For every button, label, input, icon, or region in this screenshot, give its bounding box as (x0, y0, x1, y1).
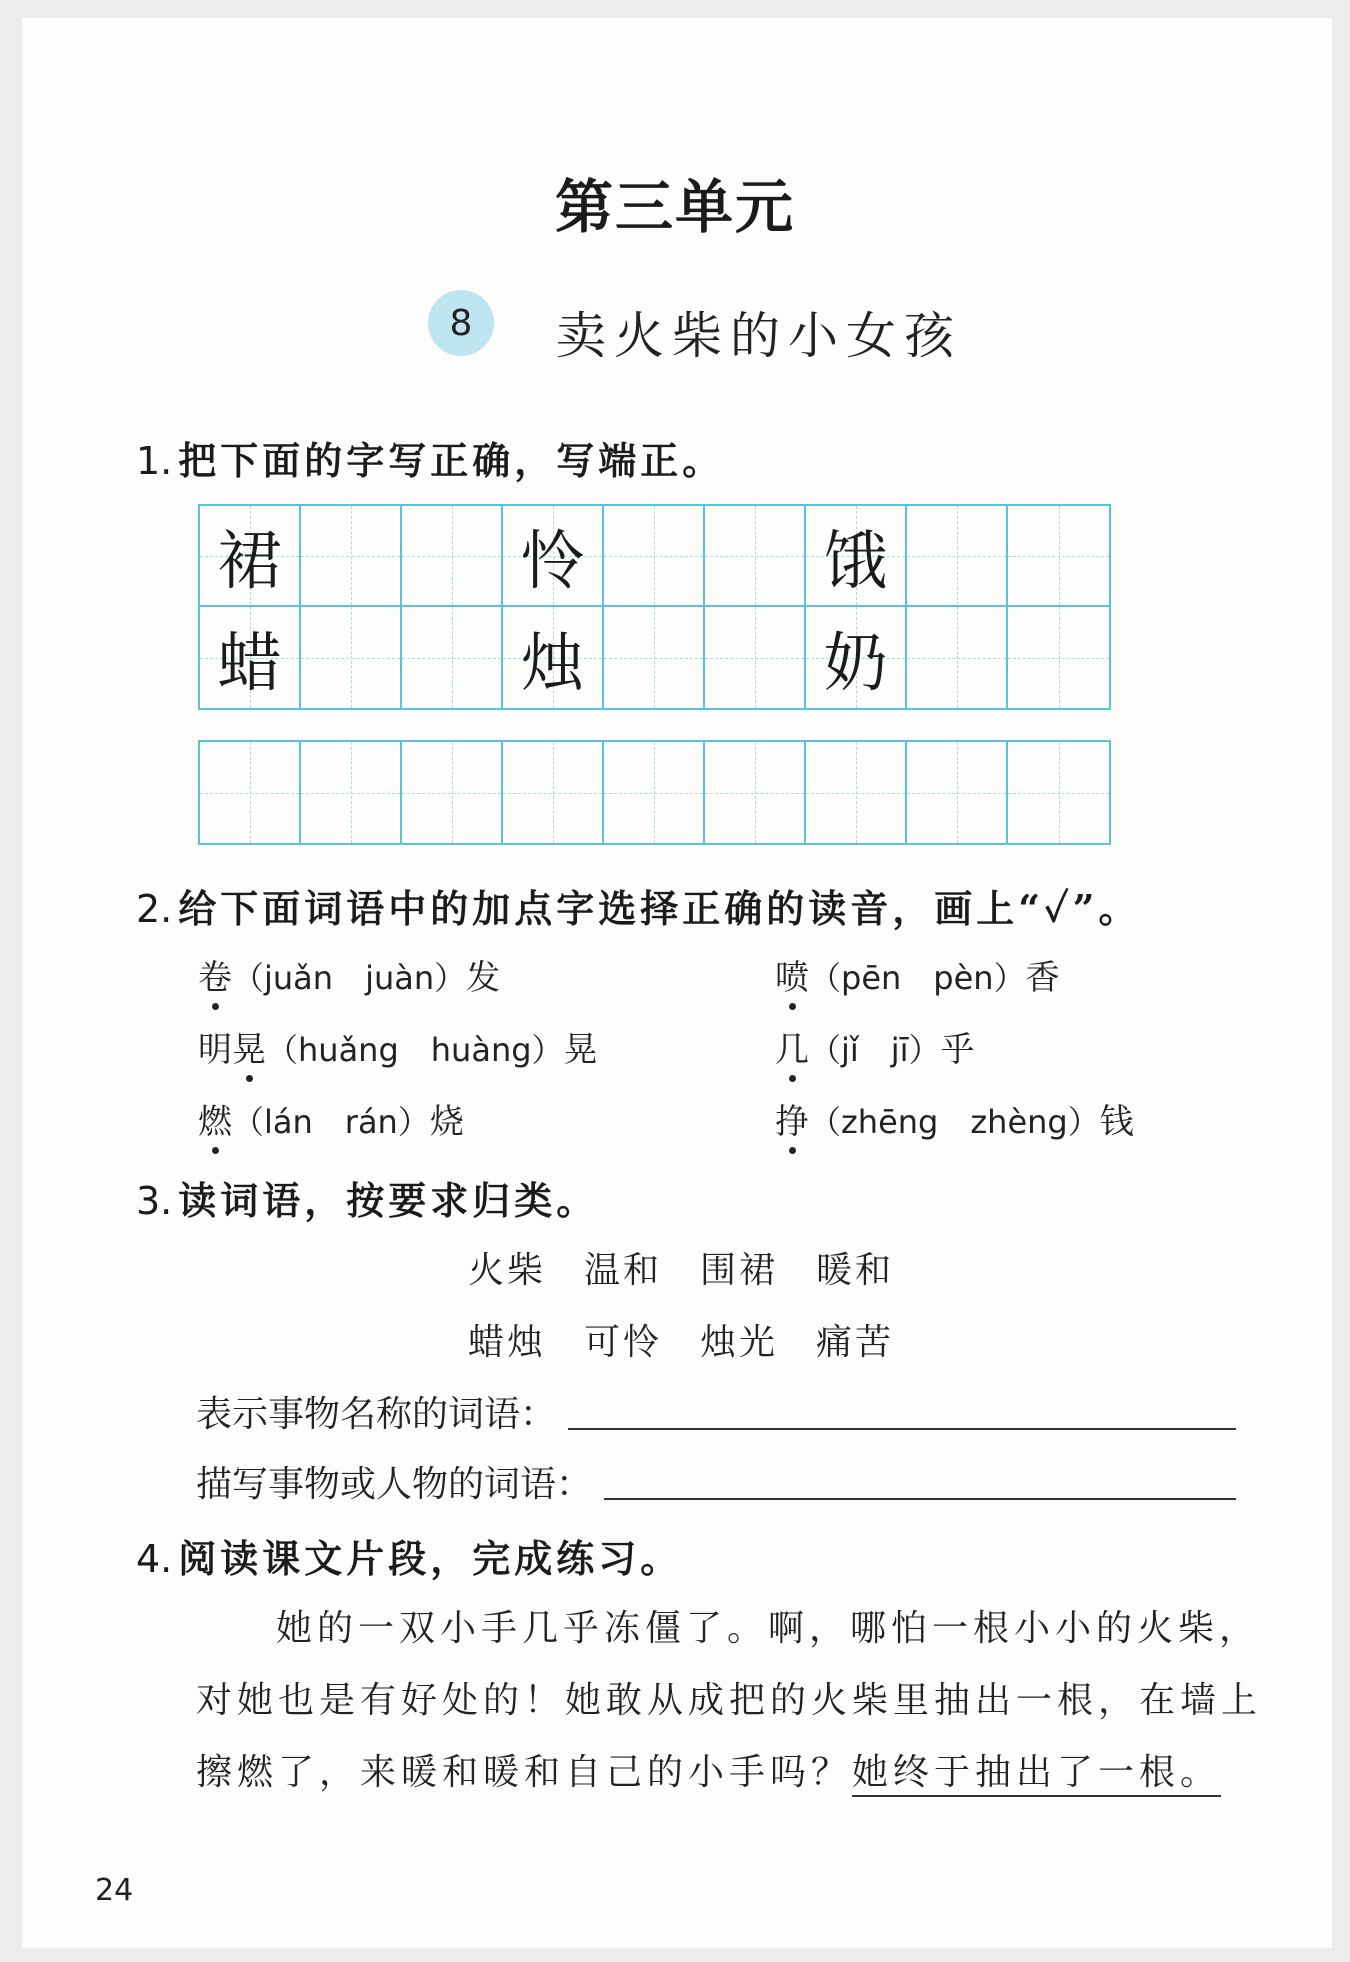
grid-cell[interactable] (402, 742, 503, 843)
pinyin-item[interactable]: 明晃（huǎng huàng）晃 (198, 1030, 598, 1070)
grid-cell[interactable] (301, 742, 402, 843)
grid-cell[interactable] (604, 742, 705, 843)
grid-cell[interactable] (1008, 506, 1109, 607)
grid-cell[interactable] (705, 506, 806, 607)
grid-cell[interactable] (907, 607, 1008, 708)
writing-grid-practice (198, 504, 1111, 710)
word: 可怜 (584, 1322, 663, 1363)
grid-cell[interactable]: 奶 (806, 607, 907, 708)
grid-cell[interactable] (1008, 742, 1109, 843)
word: 蜡烛 (468, 1322, 547, 1363)
dotted-char: 燃 (198, 1102, 232, 1142)
grid-cell[interactable]: 裙 (200, 506, 301, 607)
pinyin-item[interactable]: 挣（zhēng zhèng）钱 (775, 1102, 1134, 1142)
word: 火柴 (468, 1250, 547, 1291)
passage-line-3: 擦燃了，来暖和暖和自己的小手吗？她终于抽出了一根。 (196, 1744, 1221, 1795)
grid-cell[interactable]: 怜 (503, 506, 604, 607)
passage-line-1: 她的一双小手几乎冻僵了。啊，哪怕一根小小的火柴， (276, 1608, 1261, 1649)
question-number: 3. (136, 1179, 173, 1223)
grid-cell[interactable]: 饿 (806, 506, 907, 607)
grid-cell[interactable] (402, 506, 503, 607)
dotted-char: 卷 (198, 958, 232, 998)
grid-cell[interactable] (402, 607, 503, 708)
page-number: 24 (95, 1873, 134, 1908)
pinyin-options[interactable]: （jǐ jī） (809, 1031, 941, 1069)
pinyin-options[interactable]: （juǎn juàn） (232, 959, 467, 997)
word: 温和 (584, 1250, 663, 1291)
dotted-char: 喷 (775, 958, 809, 998)
question-text: 阅读课文片段，完成练习。 (178, 1536, 683, 1581)
answer-line-descriptions[interactable] (604, 1498, 1236, 1500)
grid-cell[interactable] (604, 607, 705, 708)
question-text: 读词语，按要求归类。 (178, 1178, 599, 1223)
dotted-char: 晃 (232, 1030, 266, 1070)
underlined-sentence: 她终于抽出了一根。 (852, 1752, 1221, 1797)
word: 围裙 (700, 1250, 779, 1291)
passage-line-2: 对她也是有好处的！她敢从成把的火柴里抽出一根，在墙上 (196, 1680, 1263, 1721)
dotted-char: 几 (775, 1030, 809, 1070)
grid-cell[interactable] (301, 506, 402, 607)
grid-cell[interactable] (1008, 607, 1109, 708)
word-bank-row-2 (468, 1314, 932, 1365)
grid-cell[interactable] (604, 506, 705, 607)
question-3 (136, 1170, 598, 1225)
grid-cell[interactable] (200, 742, 301, 843)
question-number: 1. (136, 439, 173, 483)
pinyin-options[interactable]: （huǎng huàng） (266, 1031, 564, 1069)
question-text: 把下面的字写正确，写端正。 (178, 438, 725, 483)
question-number: 4. (136, 1537, 173, 1581)
pinyin-item[interactable]: 燃（lán rán）烧 (198, 1102, 464, 1142)
question-1 (136, 430, 724, 485)
unit-title: 第三单元 (554, 173, 795, 241)
pinyin-options[interactable]: （zhēng zhèng） (809, 1103, 1100, 1141)
answer-line-names[interactable] (568, 1428, 1236, 1430)
lesson-number-badge: 8 (428, 290, 494, 356)
pinyin-options[interactable]: （lán rán） (232, 1103, 430, 1141)
pinyin-item[interactable]: 几（jǐ jī）乎 (775, 1030, 975, 1070)
writing-grid-blank (198, 740, 1111, 845)
word: 烛光 (700, 1322, 779, 1363)
grid-cell[interactable] (806, 742, 907, 843)
grid-cell[interactable] (907, 506, 1008, 607)
word: 暖和 (816, 1250, 895, 1291)
dotted-char: 挣 (775, 1102, 809, 1142)
grid-cell[interactable] (705, 607, 806, 708)
grid-cell[interactable] (503, 742, 604, 843)
grid-cell[interactable]: 烛 (503, 607, 604, 708)
pinyin-options[interactable]: （pēn pèn） (809, 959, 1026, 997)
category-label-descriptions: 描写事物或人物的词语： (196, 1464, 593, 1505)
pinyin-item[interactable]: 卷（juǎn juàn）发 (198, 958, 501, 998)
question-text: 给下面词语中的加点字选择正确的读音，画上“✓”。 (178, 886, 1141, 931)
category-label-names: 表示事物名称的词语： (196, 1394, 557, 1435)
grid-cell[interactable] (907, 742, 1008, 843)
question-number: 2. (136, 887, 173, 931)
question-4 (136, 1528, 682, 1583)
word: 痛苦 (816, 1322, 895, 1363)
lesson-title: 卖火柴的小女孩 (556, 307, 962, 365)
question-2 (136, 878, 1141, 933)
grid-cell[interactable]: 蜡 (200, 607, 301, 708)
pinyin-item[interactable]: 喷（pēn pèn）香 (775, 958, 1060, 998)
word-bank-row-1 (468, 1242, 932, 1293)
grid-cell[interactable] (301, 607, 402, 708)
grid-cell[interactable] (705, 742, 806, 843)
